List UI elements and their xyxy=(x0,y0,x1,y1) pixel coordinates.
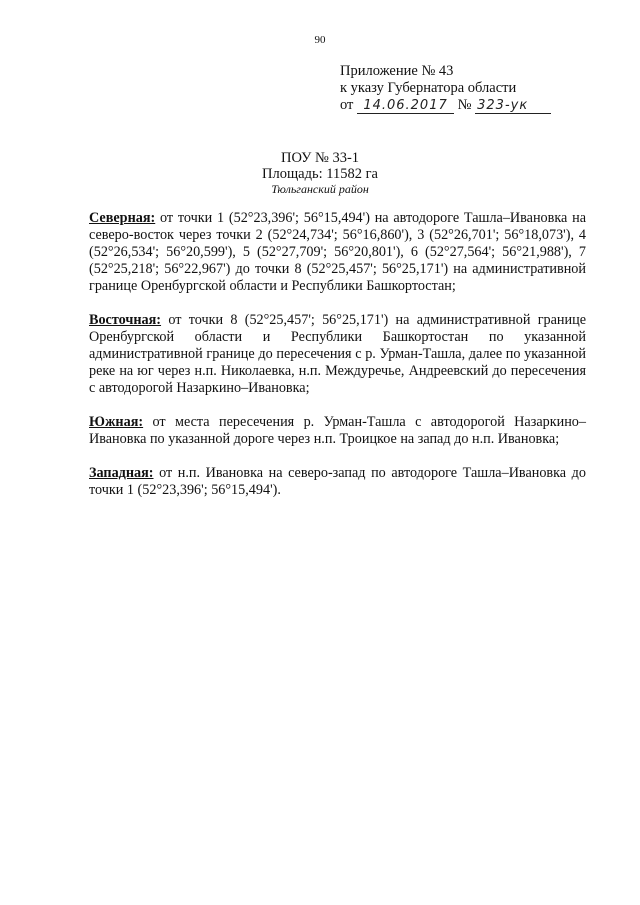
handwritten-number: 323-ук xyxy=(475,99,551,114)
area-label: Площадь: 11582 га xyxy=(262,166,378,182)
section-text: от точки 1 (52°23,396'; 56°15,494') на автодороге Ташла–Ивановка на северо-восток через точки 2 (52°24,734'; 56°16,860'), 3 (52°26,701'; 56°18,073'), 4 (52°26,534'; 56°20,599'), 5 (52°27,709'; 56°20,801'), 6 (52°27,564'; 56°21,988'), 7 (52°25,218'; 56°22,967') до точки 8 (52°25,457'; 56°25,171') на административной границе Оренбургской области и Республики Башкортостан; xyxy=(89,210,586,294)
section-text: от точки 8 (52°25,457'; 56°25,171') на административной границе Оренбургской области и Республики Башкортостан по указанной административной границе до пересечения с р. Урман-Ташла, далее по указанной реке на юг через н.п. Николаевка, н.п. Междуречье, Андреевский до пересечения с автодорогой Назаркино–Ивановка; xyxy=(89,312,586,396)
date-prefix: от xyxy=(340,97,354,113)
appendix-date-line xyxy=(340,97,551,114)
section-label: Восточная: xyxy=(89,312,162,328)
section-text: от места пересечения р. Урман-Ташла с автодорогой Назаркино–Ивановка по указанной дороге через н.п. Троицкое на запад до н.п. Ивановка; xyxy=(89,414,586,447)
section-label: Северная: xyxy=(89,210,156,226)
section-east xyxy=(89,312,586,397)
district-label: Тюльганский район xyxy=(271,182,369,196)
section-label: Западная: xyxy=(89,465,154,481)
section-north xyxy=(89,210,586,295)
number-sign: № xyxy=(457,97,472,113)
section-text: от н.п. Ивановка на северо-запад по автодороге Ташла–Ивановка до точки 1 (52°23,396'; 56°15,494'). xyxy=(89,465,586,498)
appendix-decree: к указу Губернатора области xyxy=(340,80,517,96)
section-label: Южная: xyxy=(89,414,144,430)
page-number: 90 xyxy=(314,34,326,46)
handwritten-date: 14.06.2017 xyxy=(357,99,454,114)
section-west xyxy=(89,465,586,499)
appendix-title: Приложение № 43 xyxy=(340,63,454,79)
document-title: ПОУ № 33-1 xyxy=(280,150,360,166)
boundary-sections xyxy=(89,210,586,516)
appendix-header xyxy=(340,63,551,114)
title-block xyxy=(0,150,640,197)
section-south xyxy=(89,414,586,448)
